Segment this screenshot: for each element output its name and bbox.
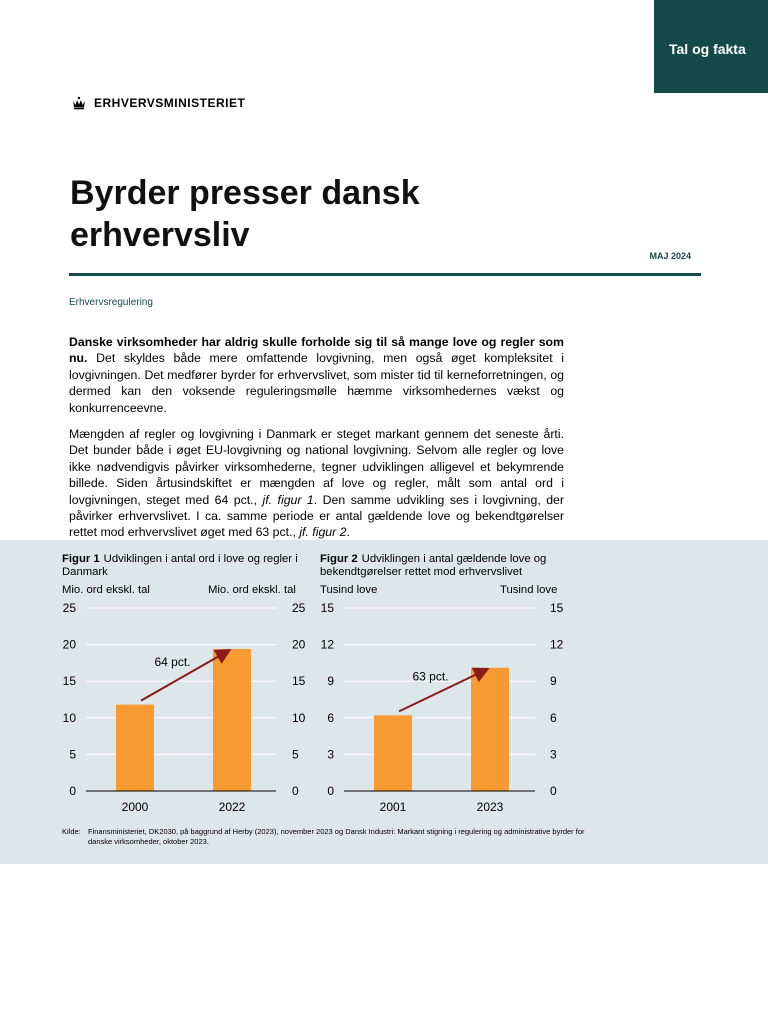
x-tick-label: 2000 bbox=[121, 800, 149, 814]
y-tick-label-left: 15 bbox=[320, 601, 334, 615]
y-tick-label-left: 0 bbox=[69, 784, 76, 798]
tal-og-fakta-tag: Tal og fakta bbox=[654, 0, 768, 93]
paragraph-2-part-a: Mængden af regler og lovgivning i Danmark er steget markant gennem det seneste årti. Det bunder både i øget EU-lovgivning og national lovgivning. Selvom alle regler og love ikke nødvendigvis påvirker virksomhederne, tegner udviklingen alligevel et bekymrende billede. Siden årtusindskiftet er mængden af love og regler, målt som antal ord i lovgivningen, steget med 64 pct., bbox=[69, 427, 564, 507]
ministry-name: ERHVERVSMINISTERIET bbox=[94, 96, 246, 110]
bar-2023 bbox=[471, 668, 509, 791]
figure-1-ylabel-left: Mio. ord ekskl. tal bbox=[62, 584, 150, 596]
page-title: Byrder presser dansk erhvervsliv bbox=[70, 174, 420, 254]
y-tick-label-right: 5 bbox=[292, 747, 299, 762]
figure-1-label: Figur 1 bbox=[62, 553, 100, 565]
category-label: Erhvervsregulering bbox=[69, 297, 153, 308]
paragraph-2-part-b: . Den samme udvikling ses i lovgivning, der påvirker erhvervslivet. I ca. samme periode er antal gældende love og bekendtgørelser rettet mod erhvervslivet øget med 63 pct., bbox=[69, 492, 564, 540]
paragraph-2-part-c: . bbox=[346, 525, 350, 540]
figure-1-reference[interactable]: jf. figur 1 bbox=[262, 492, 314, 507]
y-tick-label-left: 25 bbox=[62, 601, 76, 615]
figure-2-ylabel-left: Tusind love bbox=[320, 584, 378, 596]
growth-annotation: 64 pct. bbox=[154, 654, 191, 669]
x-tick-label: 2022 bbox=[218, 800, 246, 814]
source-text: Finansministeriet, DK2030, på baggrund af Herby (2023), november 2023 og Dansk Industri: Markant stigning i regulering og administrative byrder for danske virksomheder, oktober 2023. bbox=[88, 827, 585, 846]
lead-sentence: Danske virksomheder har aldrig skulle forholde sig til så mange love og regler som nu. bbox=[69, 335, 564, 366]
figure-1-ylabel-right: Mio. ord ekskl. tal bbox=[208, 584, 296, 596]
y-tick-label-left: 12 bbox=[320, 637, 334, 652]
y-tick-label-left: 6 bbox=[327, 710, 334, 725]
source-note bbox=[62, 827, 602, 847]
y-tick-label-left: 0 bbox=[327, 784, 334, 798]
paragraph-1-rest: Det skyldes både mere omfattende lovgivning, men også øget kompleksitet i lovgivningen. Det medfører byrder for erhvervslivet, som mister tid til kerneforretningen, og dermed kan den voksende reguleringsmølle hæmme virksomhedernes vækst og konkurrenceevne. bbox=[69, 351, 564, 415]
y-tick-label-right: 15 bbox=[550, 601, 564, 615]
y-tick-label-left: 20 bbox=[62, 637, 76, 652]
y-tick-label-right: 0 bbox=[550, 784, 557, 798]
figure-2-title: Udviklingen i antal gældende love og bekendtgørelser rettet mod erhvervslivet bbox=[320, 553, 547, 578]
y-tick-label-right: 0 bbox=[292, 784, 299, 798]
x-tick-label: 2001 bbox=[379, 800, 407, 814]
figure-2-ylabel-right: Tusind love bbox=[500, 584, 558, 596]
y-tick-label-right: 25 bbox=[292, 601, 306, 615]
y-tick-label-right: 9 bbox=[550, 674, 557, 689]
y-tick-label-left: 5 bbox=[69, 747, 76, 762]
x-tick-label: 2023 bbox=[476, 800, 504, 814]
publication-date: MAJ 2024 bbox=[649, 251, 691, 261]
figure-2-reference[interactable]: jf. figur 2 bbox=[299, 525, 347, 540]
y-tick-label-left: 10 bbox=[62, 710, 76, 725]
figure-2-label: Figur 2 bbox=[320, 553, 358, 565]
y-tick-label-left: 15 bbox=[62, 674, 76, 689]
growth-annotation: 63 pct. bbox=[412, 669, 449, 684]
y-tick-label-right: 6 bbox=[550, 710, 557, 725]
figure-1-title: Udviklingen i antal ord i love og regler i Danmark bbox=[62, 553, 298, 578]
source-label: Kilde: bbox=[62, 827, 81, 836]
y-tick-label-left: 9 bbox=[327, 674, 334, 689]
y-tick-label-right: 12 bbox=[550, 637, 564, 652]
y-tick-label-right: 3 bbox=[550, 747, 557, 762]
y-tick-label-left: 3 bbox=[327, 747, 334, 762]
bar-2001 bbox=[374, 715, 412, 791]
y-tick-label-right: 10 bbox=[292, 710, 306, 725]
y-tick-label-right: 15 bbox=[292, 674, 306, 689]
y-tick-label-right: 20 bbox=[292, 637, 306, 652]
